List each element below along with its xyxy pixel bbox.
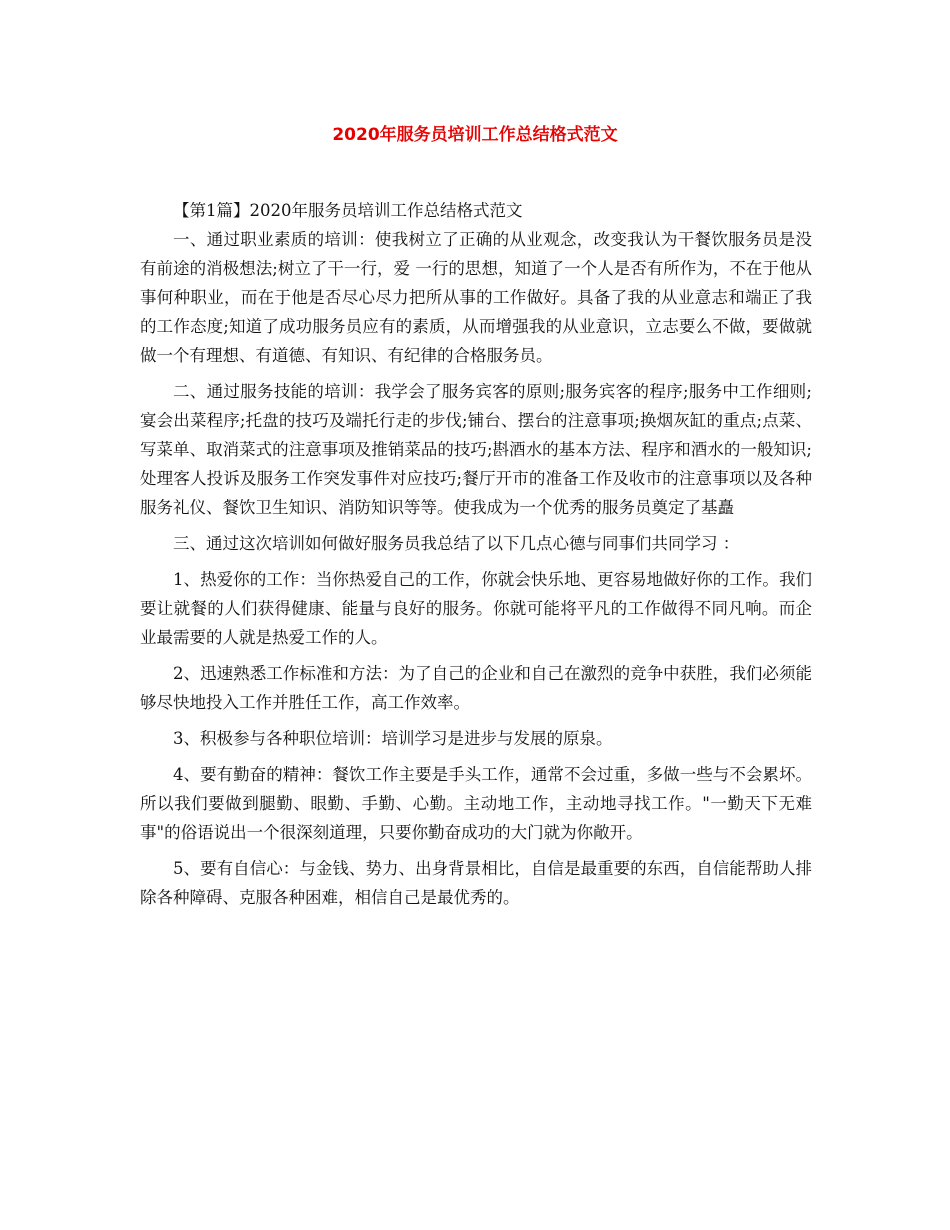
paragraph-point-1: 1、热爱你的工作：当你热爱自己的工作，你就会快乐地、更容易地做好你的工作。我们要让就餐的人们获得健康、能量与良好的服务。你就可能将平凡的工作做得不同凡响。而企业最需要的人就是热爱工作的人。 — [140, 570, 812, 647]
paragraph-summary-intro: 三、通过这次培训如何做好服务员我总结了以下几点心德与同事们共同学习 ： — [173, 534, 740, 553]
paragraph-point-3: 3、积极参与各种职位培训：培训学习是进步与发展的原泉。 — [173, 729, 613, 748]
section-heading: 【第1篇】2020年服务员培训工作总结格式范文 — [173, 201, 523, 220]
paragraph-point-2: 2、迅速熟悉工作标准和方法：为了自己的企业和自己在激烈的竞争中获胜，我们必须能够尽快地投入工作并胜任工作，高工作效率。 — [140, 664, 812, 712]
paragraph-point-5: 5、要有自信心：与金钱、势力、出身背景相比，自信是最重要的东西，自信能帮助人排除各种障碍、克服各种困难，相信自己是最优秀的。 — [140, 859, 812, 907]
paragraph-point-4: 4、要有勤奋的精神：餐饮工作主要是手头工作，通常不会过重，多做一些与不会累坏。所以我们要做到腿勤、眼勤、手勤、心勤。主动地工作，主动地寻找工作。"一勤天下无难事"的俗语说出一个很深刻道理，只要你勤奋成功的大门就为你敞开。 — [140, 765, 812, 842]
document-body — [140, 196, 812, 919]
paragraph-service-skills: 二、通过服务技能的培训：我学会了服务宾客的原则;服务宾客的程序;服务中工作细则;宴会出菜程序;托盘的技巧及端托行走的步伐;铺台、摆台的注意事项;换烟灰缸的重点;点菜、写菜单、取消菜式的注意事项及推销菜品的技巧;斟酒水的基本方法、程序和酒水的一般知识;处理客人投诉及服务工作突发事件对应技巧;餐厅开市的准备工作及收市的注意事项以及各种服务礼仪、餐饮卫生知识、消防知识等等。使我成为一个优秀的服务员奠定了基矗 — [140, 382, 812, 517]
document-title: 2020年服务员培训工作总结格式范文 — [332, 125, 618, 145]
paragraph-professional-quality: 一、通过职业素质的培训：使我树立了正确的从业观念，改变我认为干餐饮服务员是没有前途的消极想法;树立了干一行，爱 一行的思想，知道了一个人是否有所作为，不在于他从事何种职业，而在于他是否尽心尽力把所从事的工作做好。具备了我的从业意志和端正了我的工作态度;知道了成功服务员应有的素质，从而增强我的从业意识，立志要么不做，要做就做一个有理想、有道德、有知识、有纪律的合格服务员。 — [140, 230, 812, 365]
